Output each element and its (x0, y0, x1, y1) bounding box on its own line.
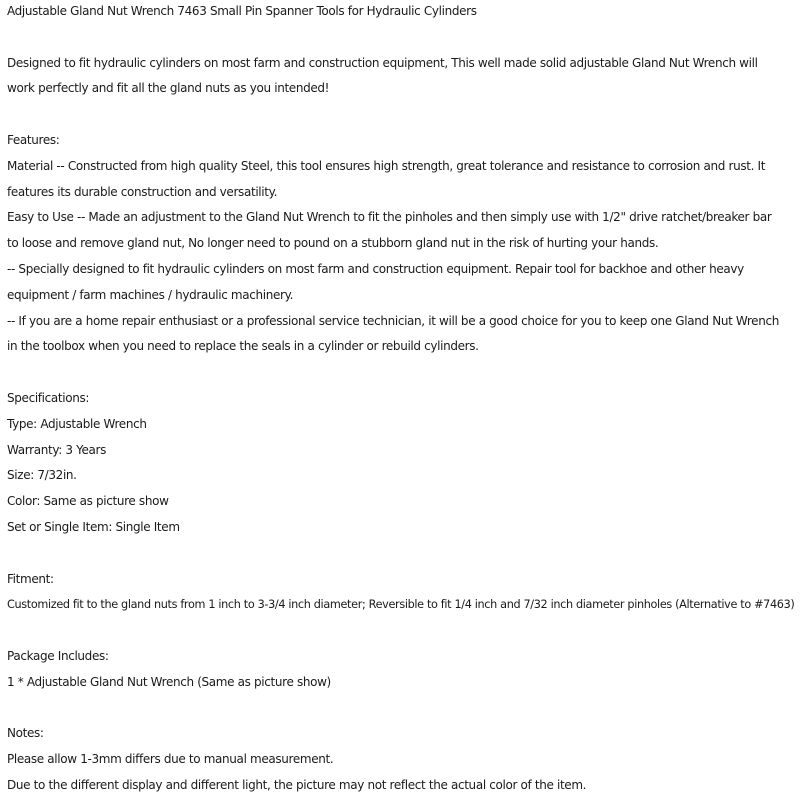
spec-set-or-single: Set or Single Item: Single Item (7, 519, 180, 534)
spacer (7, 360, 799, 386)
features-line: Easy to Use -- Made an adjustment to the Gland Nut Wrench to fit the pinholes and then simply use with 1/2" drive ratchet/breaker bar (7, 210, 772, 225)
features-line: -- If you are a home repair enthusiast or a professional service technician, it will be a good choice for you to keep one Gland Nut Wrench (7, 313, 779, 328)
spacer (7, 541, 799, 567)
spec-size: Size: 7/32in. (7, 468, 77, 483)
intro-line: Designed to fit hydraulic cylinders on most farm and construction equipment, This well made solid adjustable Gland Nut Wrench will (7, 55, 758, 70)
features-line: Material -- Constructed from high quality Steel, this tool ensures high strength, great tolerance and resistance to corrosion and rust. It (7, 158, 766, 173)
spacer (7, 25, 799, 51)
product-description (7, 0, 799, 799)
features-line: equipment / farm machines / hydraulic machinery. (7, 287, 294, 302)
features-line: -- Specially designed to fit hydraulic cylinders on most farm and construction equipment. Repair tool for backhoe and other heavy (7, 261, 744, 276)
notes-line: Due to the different display and different light, the picture may not reflect the actual color of the item. (7, 777, 587, 792)
intro-line: work perfectly and fit all the gland nuts as you intended! (7, 81, 330, 96)
spec-color: Color: Same as picture show (7, 494, 169, 509)
features-line: in the toolbox when you need to replace the seals in a cylinder or rebuild cylinders. (7, 339, 479, 354)
notes-heading: Notes: (7, 726, 44, 741)
product-title: Adjustable Gland Nut Wrench 7463 Small Pin Spanner Tools for Hydraulic Cylinders (7, 4, 477, 18)
features-heading: Features: (7, 132, 60, 147)
fitment-line: Customized fit to the gland nuts from 1 inch to 3-3/4 inch diameter; Reversible to fit 1/4 inch and 7/32 inch diameter pinholes (Alternative to #7463) (7, 598, 795, 612)
spacer (7, 102, 799, 128)
package-line: 1 * Adjustable Gland Nut Wrench (Same as picture show) (7, 674, 331, 689)
specifications-heading: Specifications: (7, 390, 90, 405)
features-line: features its durable construction and versatility. (7, 184, 278, 199)
package-heading: Package Includes: (7, 648, 109, 663)
spacer (7, 696, 799, 722)
features-line: to loose and remove gland nut, No longer need to pound on a stubborn gland nut in the risk of hurting your hands. (7, 236, 659, 251)
notes-line: Please allow 1-3mm differs due to manual measurement. (7, 752, 334, 767)
fitment-heading: Fitment: (7, 571, 54, 586)
spacer (7, 618, 799, 644)
spec-warranty: Warranty: 3 Years (7, 442, 107, 457)
spec-type: Type: Adjustable Wrench (7, 416, 147, 431)
